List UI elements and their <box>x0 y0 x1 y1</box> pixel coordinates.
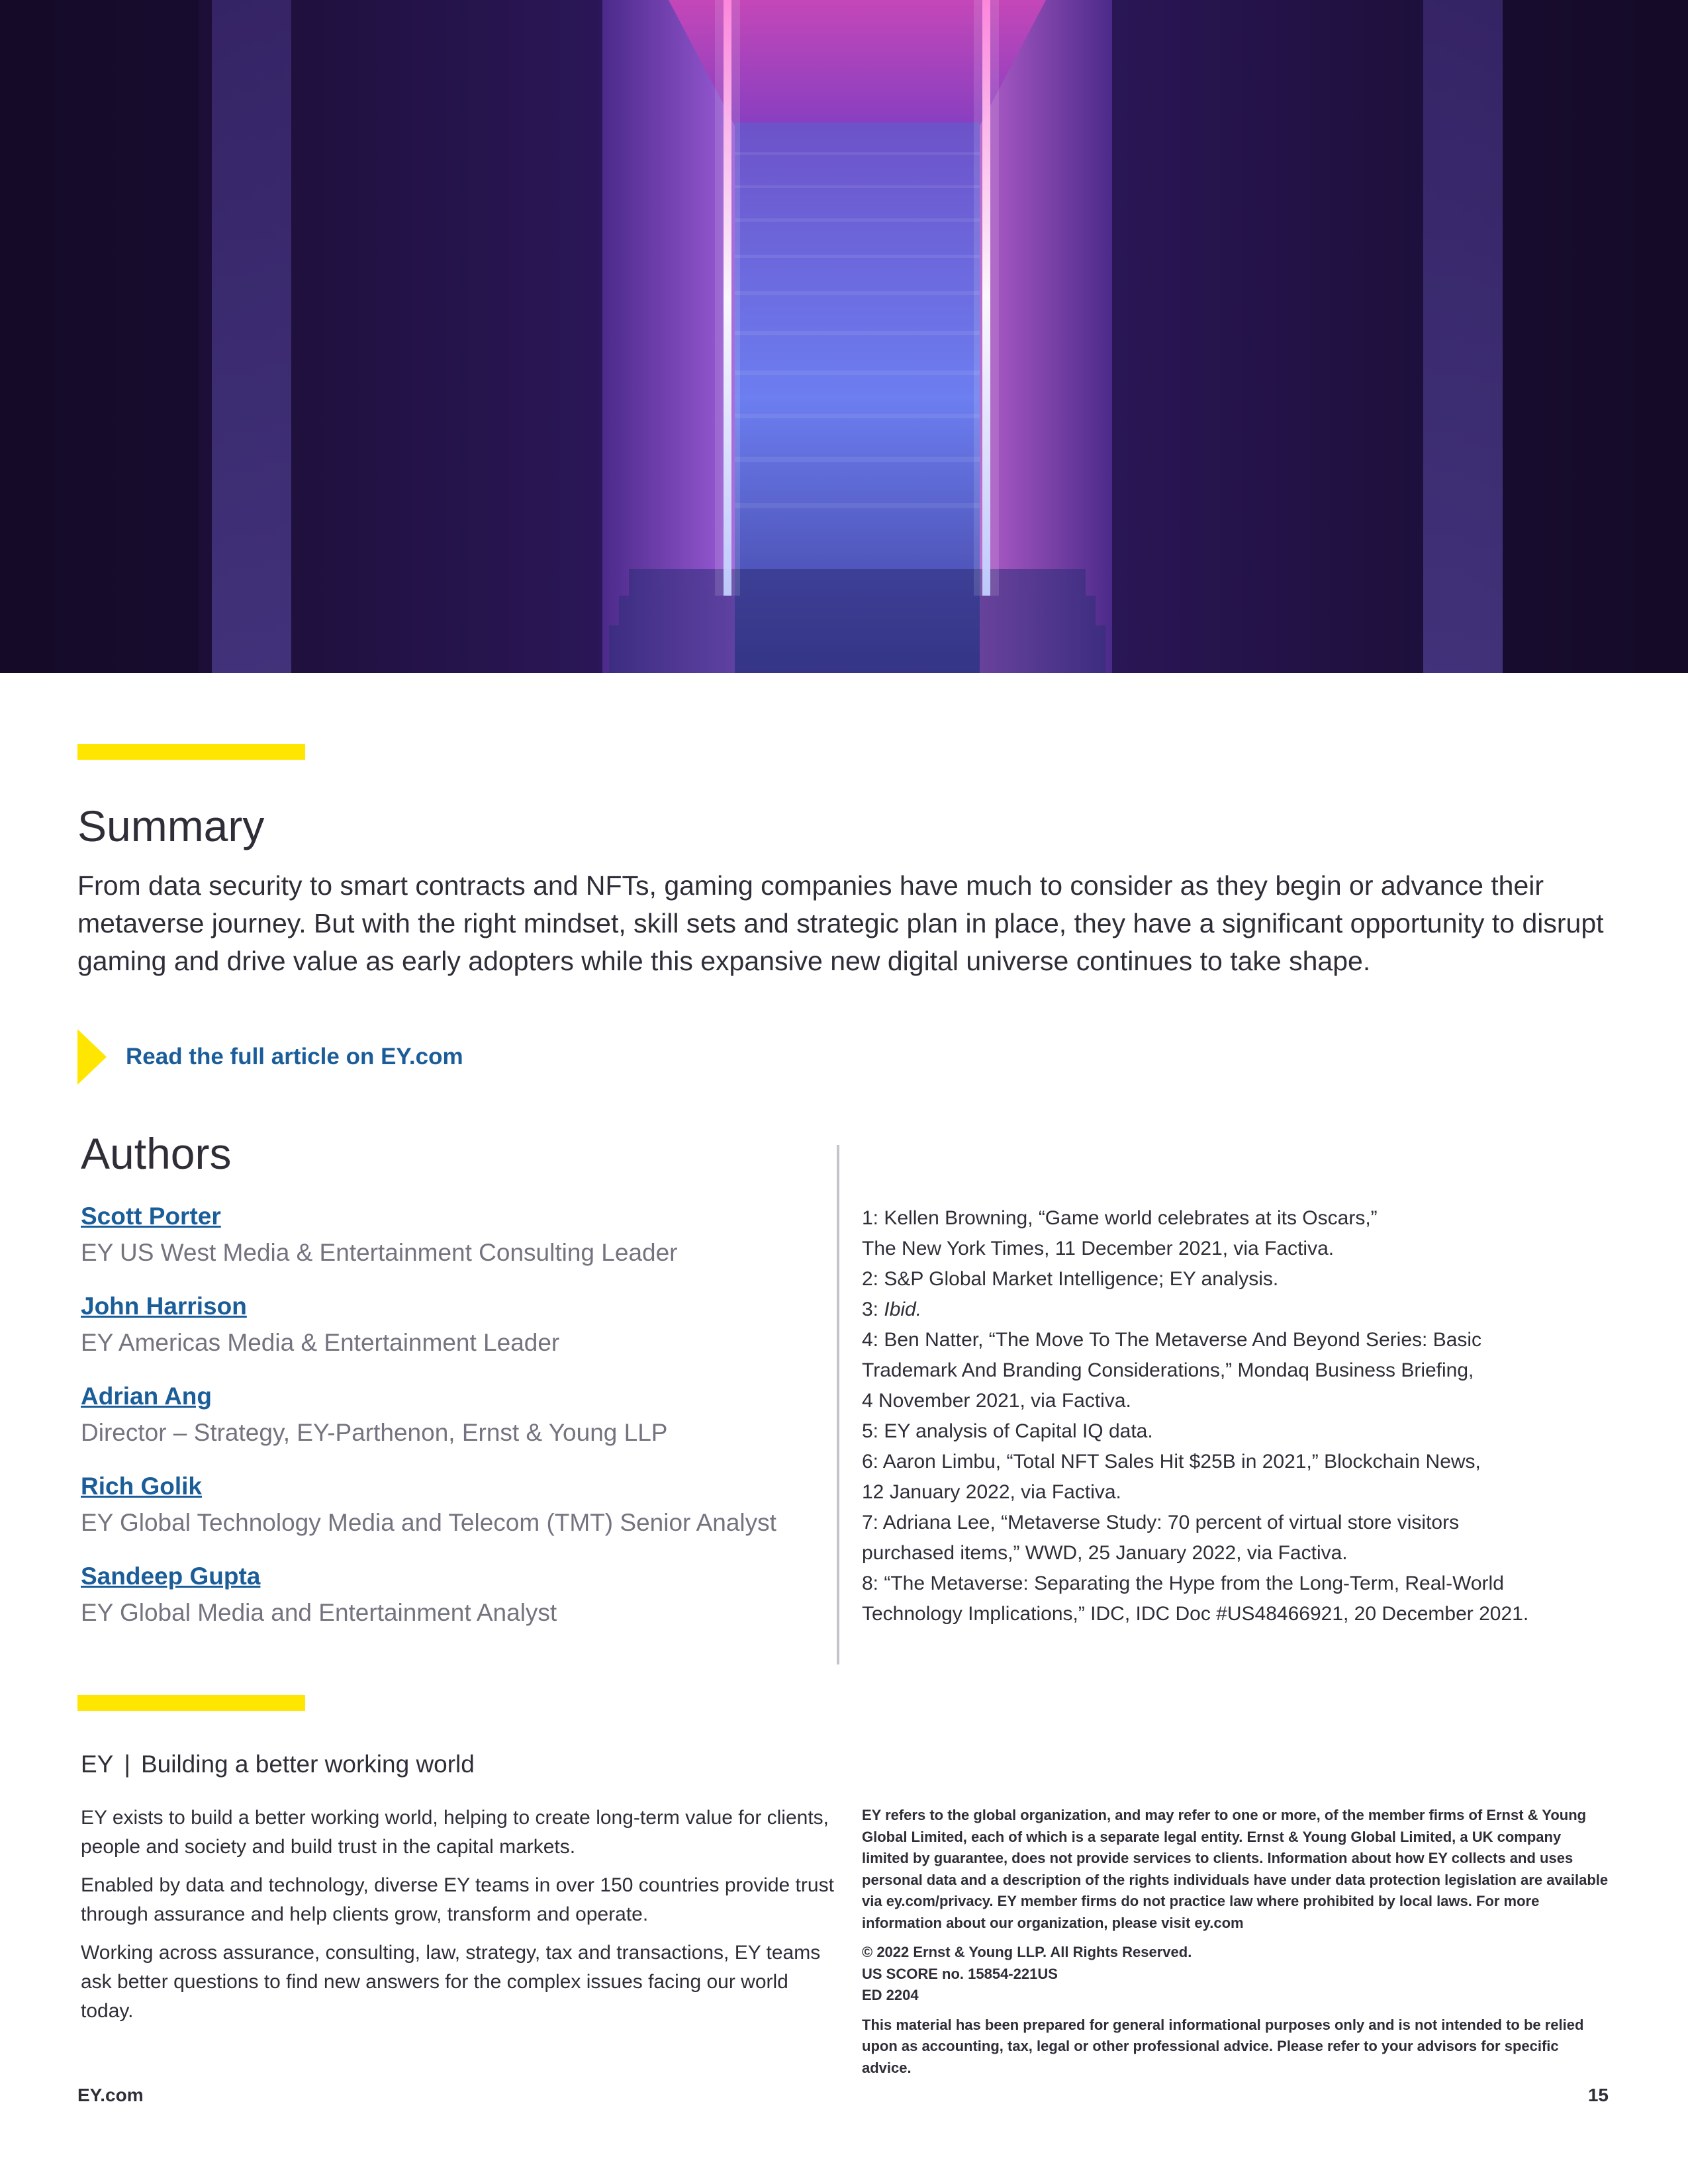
footnote-line: 7: Adriana Lee, “Metaverse Study: 70 percent of virtual store visitors <box>862 1512 1460 1533</box>
author-name-link[interactable]: Adrian Ang <box>81 1383 212 1410</box>
summary-body: From data security to smart contracts and NFTs, gaming companies have much to consider as they begin or advance their metaverse journey. But with the right mindset, skill sets and strategic plan in place, they have a significant opportunity to disrupt gaming and drive value as early adopters while this expansive new digital universe continues to take shape. <box>77 870 1604 976</box>
hero-image <box>0 0 1688 673</box>
footnote-line: 1: Kellen Browning, “Game world celebrates at its Oscars,” <box>862 1207 1378 1229</box>
about-ey <box>81 1803 835 2035</box>
footnote-number: 3: <box>862 1298 884 1320</box>
authors-list <box>81 1201 809 1651</box>
about-paragraph: Working across assurance, consulting, law, strategy, tax and transactions, EY teams ask better questions to find new answers for the complex issues facing our world today. <box>81 1942 821 2022</box>
author-role: EY Global Technology Media and Telecom (TMT) Senior Analyst <box>81 1509 776 1536</box>
about-paragraph: Enabled by data and technology, diverse EY teams in over 150 countries provide trust through assurance and help clients grow, transform and operate. <box>81 1874 834 1925</box>
ey-brand: EY <box>81 1751 114 1778</box>
column-divider <box>837 1145 839 1664</box>
footnote-line: 8: “The Metaverse: Separating the Hype from the Long-Term, Real-World <box>862 1572 1504 1594</box>
page-number: 15 <box>1587 2085 1609 2105</box>
author-entry <box>81 1471 809 1561</box>
summary-title: Summary <box>77 801 265 850</box>
footnotes <box>862 1203 1623 1629</box>
footnote-line: purchased items,” WWD, 25 January 2022, via Factiva. <box>862 1542 1348 1564</box>
author-name-link[interactable]: Rich Golik <box>81 1473 202 1500</box>
tagline-separator: | <box>124 1751 130 1778</box>
score-number: US SCORE no. 15854-221US <box>862 1965 1058 1982</box>
legal-entity-text: EY refers to the global organization, and may refer to one or more, of the member firms of Ernst & Young Global Limited, each of which is a separate legal entity. Ernst & Young Global Limited, a UK company limited by guarantee, does not provide services to clients. Information about how EY collects and uses personal data and a description of the rights individuals have under data protection legislation are available via ey.com/privacy. EY member firms do not practice law where prohibited by local laws. For more information about our organization, please visit ey.com <box>862 1807 1609 1931</box>
ed-number: ED 2204 <box>862 1987 919 2003</box>
author-name-link[interactable]: Scott Porter <box>81 1203 221 1230</box>
footnote-line: The New York Times, 11 December 2021, via Factiva. <box>862 1238 1335 1259</box>
copyright: © 2022 Ernst & Young LLP. All Rights Reserved. <box>862 1944 1192 1960</box>
author-entry <box>81 1291 809 1381</box>
footnote-ibid: Ibid. <box>884 1298 922 1320</box>
footnote-line: 4: Ben Natter, “The Move To The Metaverse And Beyond Series: Basic <box>862 1329 1482 1351</box>
footnote-line: 6: Aaron Limbu, “Total NFT Sales Hit $25B in 2021,” Blockchain News, <box>862 1451 1481 1473</box>
author-entry <box>81 1561 809 1651</box>
author-name-link[interactable]: Sandeep Gupta <box>81 1563 261 1590</box>
accent-bar-top <box>77 744 305 760</box>
footnote-line: 2: S&P Global Market Intelligence; EY analysis. <box>862 1268 1279 1290</box>
about-paragraph: EY exists to build a better working world, helping to create long-term value for clients, people and society and build trust in the capital markets. <box>81 1807 829 1858</box>
author-role: Director – Strategy, EY-Parthenon, Ernst & Young LLP <box>81 1419 668 1446</box>
author-role: EY US West Media & Entertainment Consulting Leader <box>81 1239 678 1266</box>
read-full-article-link[interactable]: Read the full article on EY.com <box>126 1044 463 1069</box>
footnote-line: 4 November 2021, via Factiva. <box>862 1390 1131 1412</box>
footnote-line: 12 January 2022, via Factiva. <box>862 1481 1121 1503</box>
footnote-line: Technology Implications,” IDC, IDC Doc #US48466921, 20 December 2021. <box>862 1603 1529 1625</box>
author-role: EY Americas Media & Entertainment Leader <box>81 1329 560 1356</box>
ey-tagline: Building a better working world <box>140 1751 475 1778</box>
footer-url: EY.com <box>77 2085 144 2105</box>
disclaimer: This material has been prepared for general informational purposes only and is not intended to be relied upon as accounting, tax, legal or other professional advice. Please refer to your advisors for specific advice. <box>862 2016 1584 2076</box>
author-entry <box>81 1201 809 1291</box>
authors-title: Authors <box>81 1129 232 1178</box>
play-arrow-icon <box>77 1029 107 1085</box>
legal-notice <box>862 1805 1610 2087</box>
author-role: EY Global Media and Entertainment Analyst <box>81 1599 557 1626</box>
ey-tagline-line <box>81 1751 475 1778</box>
footnote-line: 5: EY analysis of Capital IQ data. <box>862 1420 1153 1442</box>
footnote-line: Trademark And Branding Considerations,” Mondaq Business Briefing, <box>862 1359 1474 1381</box>
author-name-link[interactable]: John Harrison <box>81 1293 247 1320</box>
footnote-line <box>862 1295 1623 1325</box>
author-entry <box>81 1381 809 1471</box>
accent-bar-bottom <box>77 1695 305 1711</box>
